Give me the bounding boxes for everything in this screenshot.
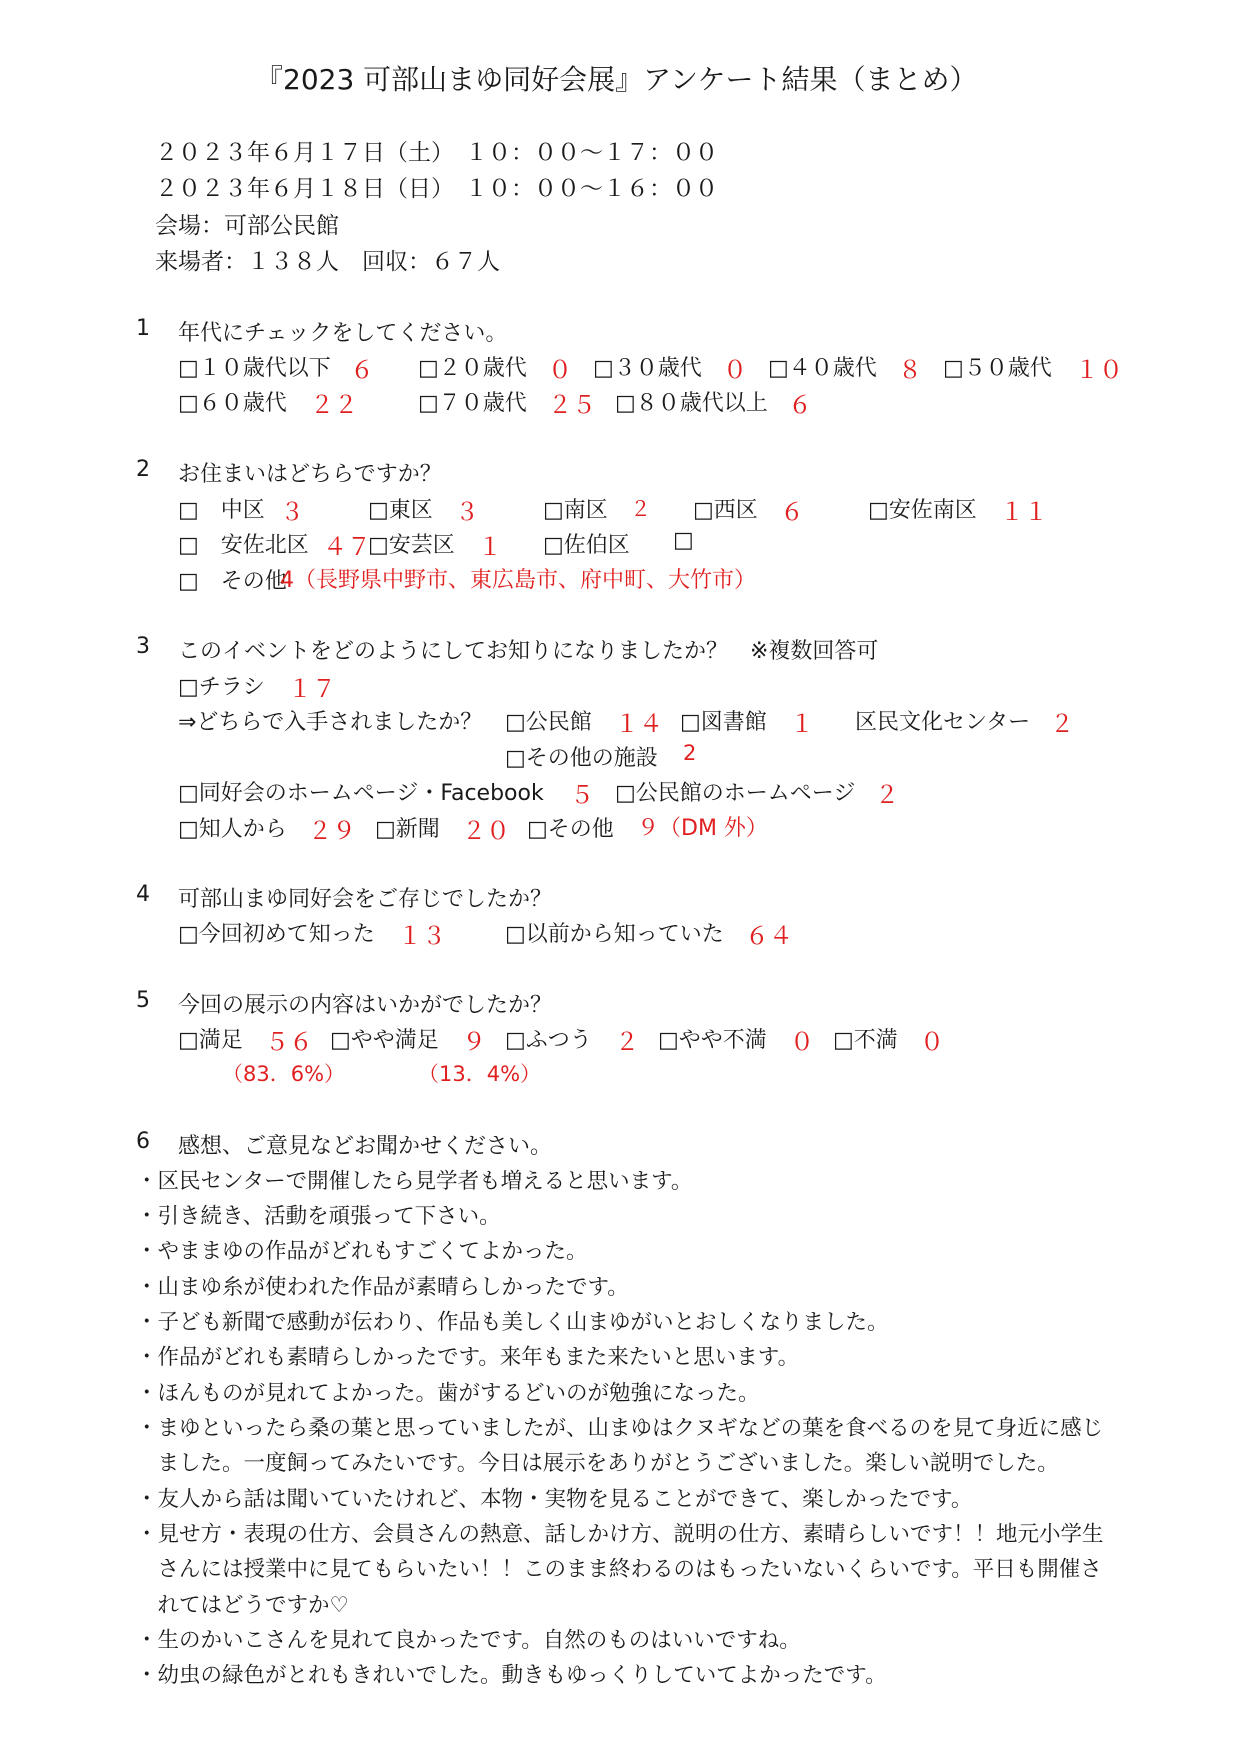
q1-question: 年代にチェックをしてください。 <box>178 321 508 346</box>
comment-line: ・ほんものが見れてよかった。歯がするどいのが勉強になった。 <box>136 1381 760 1406</box>
q5-option-label: □やや満足 <box>330 1028 439 1053</box>
q5-option-label: □満足 <box>178 1028 243 1053</box>
time-day1: １０：００～１７：００ <box>465 140 718 166</box>
q2-number: 2 <box>136 457 150 482</box>
q5-option-label: □ふつう <box>505 1028 592 1053</box>
q3-source-count: ５ <box>570 781 594 809</box>
q2-other-label: □ その他 <box>178 569 287 594</box>
comment-line: ・見せ方・表現の仕方、会員さんの熱意、話しかけ方、説明の仕方、素晴らしいです！！地元小学生 <box>136 1522 1104 1547</box>
q5-number: 5 <box>136 988 150 1013</box>
q1-option-count: ０ <box>723 356 747 384</box>
q3-place-label: □図書館 <box>680 710 767 735</box>
comment-line: ・幼虫の緑色がとれもきれいでした。動きもゆっくりしていてよかったです。 <box>136 1663 887 1688</box>
venue: 会場：可部公民館 <box>155 213 339 239</box>
q5-pct-somewhat: （13．4%） <box>418 1062 542 1086</box>
q1-option-label: □４０歳代 <box>768 356 877 381</box>
q5-option-count: ０ <box>920 1028 944 1056</box>
page-title: 『2023 可部山まゆ同好会展』アンケート結果（まとめ） <box>255 63 978 96</box>
q1-number: 1 <box>136 316 150 341</box>
q2-option-label: □ 安佐北区 <box>178 533 309 558</box>
q3-place-count: １ <box>790 710 814 738</box>
date-day2: ２０２３年６月１８日（日） <box>155 176 454 202</box>
q2-option-label: □ 中区 <box>178 498 265 523</box>
comment-line: ・区民センターで開催したら見学者も増えると思います。 <box>136 1169 693 1194</box>
comment-line: ・やままゆの作品がどれもすごくてよかった。 <box>136 1239 588 1264</box>
comment-line: ・子ども新聞で感動が伝わり、作品も美しく山まゆがいとおしくなりました。 <box>136 1310 889 1335</box>
comment-line: ・山まゆ糸が使われた作品が素晴らしかったです。 <box>136 1275 629 1300</box>
q3-flyer-count: １７ <box>288 675 336 703</box>
comment-line: さんには授業中に見てもらいたい！！このまま終わるのはもったいないくらいです。平日も開催さ <box>136 1557 1102 1582</box>
q2-option-label: □佐伯区 <box>543 533 630 558</box>
q4-question: 可部山まゆ同好会をご存じでしたか？ <box>178 887 553 912</box>
q5-option-count: ９ <box>462 1028 486 1056</box>
q5-option-count: ０ <box>790 1028 814 1056</box>
q3-source-label: □公民館のホームページ <box>615 781 856 806</box>
q1-option-count: ６ <box>350 356 374 384</box>
q1-option-label: □１０歳代以下 <box>178 356 331 381</box>
q1-option-count: １０ <box>1075 356 1123 384</box>
comment-line: ・引き続き、活動を頑張って下さい。 <box>136 1204 501 1229</box>
q1-option-count: ２５ <box>548 391 596 419</box>
q3-flyer-label: □チラシ <box>178 675 265 700</box>
q5-option-count: ２ <box>615 1028 639 1056</box>
q3-source-count: ２９ <box>308 817 356 845</box>
comment-line: ・まゆといったら桑の葉と思っていましたが、山まゆはクヌギなどの葉を食べるのを見て身近に感じ <box>136 1416 1104 1441</box>
q3-source-count: ２０ <box>462 817 510 845</box>
q2-option-count: ２ <box>630 497 651 521</box>
q2-option-count: １ <box>478 533 502 561</box>
time-day2: １０：００～１６：００ <box>465 176 718 202</box>
q2-option-count: １１ <box>1000 498 1048 526</box>
q1-option-count: ８ <box>898 356 922 384</box>
q3-source-label: □新聞 <box>375 817 440 842</box>
q2-option-label: □ <box>673 528 694 553</box>
comment-line: れてはどうですか♡ <box>136 1593 349 1618</box>
attendance: 来場者：１３８人 回収：６７人 <box>155 249 500 275</box>
q3-place-label: □その他の施設 <box>505 746 658 771</box>
q3-place-count: 2 <box>683 741 697 765</box>
q4-option-count: １３ <box>398 922 446 950</box>
q4-option-label: □以前から知っていた <box>505 922 724 947</box>
q2-option-count: ６ <box>780 498 804 526</box>
q1-option-label: □３０歳代 <box>593 356 702 381</box>
q3-where-label: ⇒どちらで入手されましたか？ <box>178 710 483 735</box>
q3-question: このイベントをどのようにしてお知りになりましたか？ ※複数回答可 <box>178 639 879 664</box>
q5-pct-satisfied: （83．6%） <box>222 1062 346 1086</box>
q1-option-count: ２２ <box>310 391 358 419</box>
date-day1: ２０２３年６月１７日（土） <box>155 140 454 166</box>
q2-question: お住まいはどちらですか？ <box>178 462 442 487</box>
q1-option-count: ６ <box>788 391 812 419</box>
q1-option-label: □８０歳代以上 <box>615 391 768 416</box>
q3-source-label: □その他 <box>527 817 614 842</box>
q2-option-label: □南区 <box>543 498 608 523</box>
q2-option-count: ３ <box>455 498 479 526</box>
q3-place-count: ２ <box>1050 710 1074 738</box>
q6-question: 感想、ご意見などお聞かせください。 <box>178 1134 553 1159</box>
q3-source-label: □知人から <box>178 817 287 842</box>
q5-option-count: ５６ <box>265 1028 313 1056</box>
q2-option-count: ３ <box>280 498 304 526</box>
q3-source-count: ９（DM 外） <box>637 816 768 841</box>
comment-line: ・作品がどれも素晴らしかったです。来年もまた来たいと思います。 <box>136 1345 800 1370</box>
q3-source-label: □同好会のホームページ・Facebook <box>178 781 544 806</box>
q2-option-label: □東区 <box>368 498 433 523</box>
q3-place-label: 区民文化センター <box>855 710 1031 735</box>
q1-option-label: □２０歳代 <box>418 356 527 381</box>
comment-line: ・友人から話は聞いていたけれど、本物・実物を見ることができて、楽しかったです。 <box>136 1487 973 1512</box>
comment-line: ・生のかいこさんを見れて良かったです。自然のものはいいですね。 <box>136 1628 801 1653</box>
q1-option-label: □５０歳代 <box>943 356 1052 381</box>
q4-option-label: □今回初めて知った <box>178 922 375 947</box>
q2-option-label: □安佐南区 <box>868 498 977 523</box>
q5-option-label: □やや不満 <box>658 1028 767 1053</box>
q2-other-value: 4（長野県中野市、東広島市、府中町、大竹市） <box>280 568 756 593</box>
q2-option-count: ４７ <box>323 533 371 561</box>
q5-option-label: □不満 <box>833 1028 898 1053</box>
q6-number: 6 <box>136 1129 150 1154</box>
q5-question: 今回の展示の内容はいかがでしたか？ <box>178 993 553 1018</box>
comment-line: ました。一度飼ってみたいです。今日は展示をありがとうございました。楽しい説明でした。 <box>136 1451 1059 1476</box>
q2-option-label: □西区 <box>693 498 758 523</box>
q1-option-label: □６０歳代 <box>178 391 287 416</box>
q3-place-count: １４ <box>615 710 663 738</box>
q3-place-label: □公民館 <box>505 710 592 735</box>
q2-option-label: □安芸区 <box>368 533 455 558</box>
q1-option-count: ０ <box>548 356 572 384</box>
q3-number: 3 <box>136 634 150 659</box>
q3-source-count: ２ <box>875 781 899 809</box>
q4-option-count: ６４ <box>745 922 793 950</box>
q4-number: 4 <box>136 882 150 907</box>
q1-option-label: □７０歳代 <box>418 391 527 416</box>
